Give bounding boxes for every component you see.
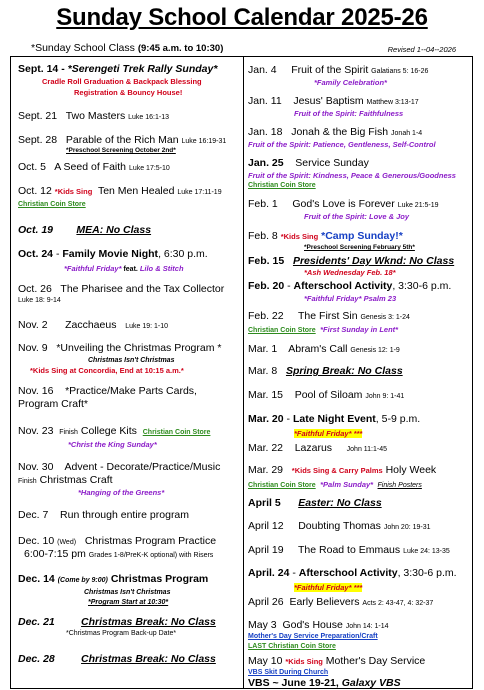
- entry-apr-19: April 19 The Road to Emmaus Luke 24: 13-35: [248, 544, 450, 556]
- calendar-grid: [10, 56, 473, 689]
- entry-may-10: May 10 *Kids Sing Mother's Day Service VBS Skit During Church: [248, 655, 426, 676]
- entry-apr-26: April 26 Early Believers Acts 2: 43-47, 4: 32-37: [248, 596, 434, 608]
- entry-dec-28: Dec. 28 Christmas Break: No Class: [18, 653, 216, 665]
- entry-apr-24: April. 24 - Afterschool Activity, 3:30-6 p.m. *Faithful Friday* ***: [248, 567, 457, 592]
- entry-mar-29: Mar. 29 *Kids Sing & Carry Palms Holy Week Christian Coin Store *Palm Sunday* Finish Posters: [248, 464, 437, 489]
- entry-oct-24: Oct. 24 - Family Movie Night, 6:30 p.m. *Faithful Friday* feat. Lilo & Stitch: [18, 248, 208, 273]
- entry-jan-18: Jan. 18 Jonah & the Big Fish Jonah 1-4 Fruit of the Spirit: Patience, Gentleness, Self-Control: [248, 126, 436, 149]
- entry-dec-10: Dec. 10 (Wed) Christmas Program Practice 6:00-7:15 pm Grades 1-8/PreK-K optional) with Risers: [18, 535, 217, 560]
- entry-oct-26: Oct. 26 The Pharisee and the Tax Collector Luke 18: 9-14: [18, 283, 225, 304]
- entry-mar-8: Mar. 8 Spring Break: No Class: [248, 365, 403, 377]
- entry-jan-4: Jan. 4 Fruit of the Spirit Galatians 5: 16-26 *Family Celebration*: [248, 64, 429, 87]
- page-title: Sunday School Calendar 2025-26: [56, 4, 428, 31]
- entry-feb-1: Feb. 1 God's Love is Forever Luke 21:5-19 Fruit of the Spirit: Love & Joy: [248, 198, 439, 221]
- entry-sept-28: Sept. 28 Parable of the Rich Man Luke 16:19-31 *Preschool Screening October 2nd*: [18, 134, 227, 154]
- entry-nov-23: Nov. 23 Finish College Kits Christian Coin Store *Christ the King Sunday*: [18, 425, 211, 449]
- entry-jan-11: Jan. 11 Jesus' Baptism Matthew 3:13-17 Fruit of the Spirit: Faithfulness: [248, 95, 419, 118]
- entry-nov-9: Nov. 9 *Unveiling the Christmas Program * Christmas Isn't Christmas *Kids Sing at Concordia, End at 10:15 a.m.*: [18, 342, 222, 375]
- class-time-note: [31, 42, 223, 54]
- revised-date: Revised 1--04--2026: [387, 45, 456, 54]
- entry-sept-14: Sept. 14 - *Serengeti Trek Rally Sunday* Cradle Roll Graduation & Backpack Blessing Registration & Bouncy House!: [18, 63, 218, 97]
- entry-mar-20: Mar. 20 - Late Night Event, 5-9 p.m. *Faithful Friday* ***: [248, 413, 421, 438]
- entry-nov-30: Nov. 30 Advent - Decorate/Practice/Music Finish Christmas Craft *Hanging of the Greens*: [18, 461, 221, 497]
- entry-feb-8: Feb. 8 *Kids Sing *Camp Sunday!* *Preschool Screening February 5th*: [248, 230, 415, 251]
- entry-may-3: May 3 God's House John 14: 1-14 Mother's Day Service Preparation/Craft LAST Christian Coin Store: [248, 619, 389, 650]
- entry-feb-22: Feb. 22 The First Sin Genesis 3: 1-24 Christian Coin Store *First Sunday in Lent*: [248, 310, 410, 334]
- entry-sept-21: Sept. 21 Two Masters Luke 16:1-13: [18, 110, 169, 122]
- class-label: *Sunday School Class: [31, 42, 135, 54]
- class-time: (9:45 a.m. to 10:30): [137, 43, 224, 54]
- entry-oct-19: Oct. 19 MEA: No Class: [18, 224, 152, 236]
- entry-nov-2: Nov. 2 Zacchaeus Luke 19: 1-10: [18, 319, 169, 331]
- entry-jan-25: Jan. 25 Service Sunday Fruit of the Spirit: Kindness, Peace & Generous/Goodness Christian Coin Store: [248, 157, 456, 189]
- entry-apr-5: April 5 Easter: No Class: [248, 497, 382, 509]
- entry-mar-1: Mar. 1 Abram's Call Genesis 12: 1-9: [248, 343, 400, 355]
- column-divider: [243, 57, 244, 688]
- entry-feb-20: Feb. 20 - Afterschool Activity, 3:30-6 p.m. *Faithful Friday* Psalm 23: [248, 280, 452, 303]
- entry-nov-16: Nov. 16 *Practice/Make Parts Cards, Program Craft*: [18, 385, 197, 410]
- entry-oct-12: Oct. 12 *Kids Sing Ten Men Healed Luke 17:11-19 Christian Coin Store: [18, 185, 222, 208]
- entry-dec-14: Dec. 14 (Come by 9:00) Christmas Program Christmas Isn't Christmas *Program Start at 10:30*: [18, 573, 209, 606]
- entry-apr-12: April 12 Doubting Thomas John 20: 19-31: [248, 520, 431, 532]
- entry-feb-15: Feb. 15 Presidents' Day Wknd: No Class *Ash Wednesday Feb. 18*: [248, 255, 455, 277]
- entry-dec-21: Dec. 21 Christmas Break: No Class *Christmas Program Back-up Date*: [18, 616, 216, 637]
- entry-mar-15: Mar. 15 Pool of Siloam John 9: 1-41: [248, 389, 405, 401]
- entry-mar-22: Mar. 22 Lazarus John 11:1-45: [248, 442, 388, 454]
- entry-oct-5: Oct. 5 A Seed of Faith Luke 17:5-10: [18, 161, 170, 173]
- entry-dec-7: Dec. 7 Run through entire program: [18, 509, 190, 521]
- entry-vbs: VBS ~ June 19-21, Galaxy VBS: [248, 677, 401, 689]
